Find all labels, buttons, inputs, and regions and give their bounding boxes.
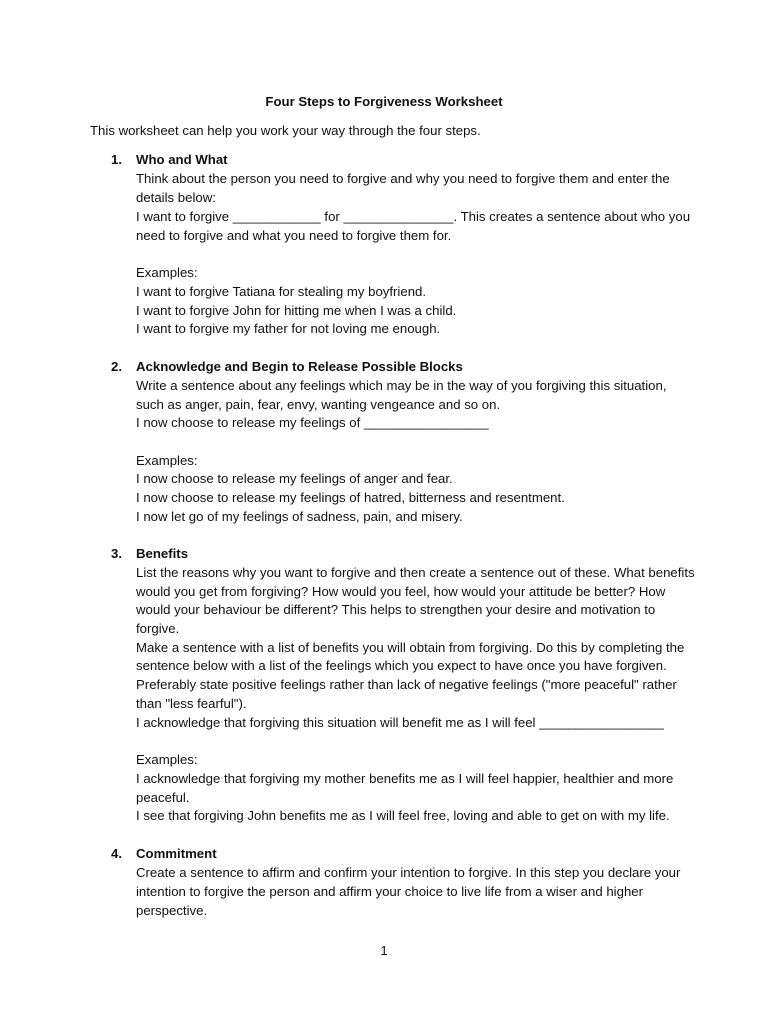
section-line: Examples: bbox=[136, 752, 198, 767]
section-line: intention to forgive the person and affirm your choice to live life from a wiser and higher bbox=[136, 884, 644, 899]
section-line: Preferably state positive feelings rather than lack of negative feelings ("more peaceful" rather bbox=[136, 677, 677, 692]
section-line: Write a sentence about any feelings which may be in the way of you forgiving this situation, bbox=[136, 378, 667, 393]
page-number: 1 bbox=[380, 943, 388, 958]
section-line: I acknowledge that forgiving my mother benefits me as I will feel happier, healthier and more bbox=[136, 771, 674, 786]
section-line: List the reasons why you want to forgive and then create a sentence out of these. What benefits bbox=[136, 565, 695, 580]
page-title: Four Steps to Forgiveness Worksheet bbox=[265, 94, 503, 109]
section-line: I want to forgive my father for not loving me enough. bbox=[136, 321, 441, 336]
section-number: 2. bbox=[111, 359, 122, 374]
section-line: I now let go of my feelings of sadness, pain, and misery. bbox=[136, 509, 463, 524]
section-line: details below: bbox=[136, 190, 216, 205]
section-line: peaceful. bbox=[136, 790, 190, 805]
section-heading: Commitment bbox=[136, 846, 217, 861]
section-line: would you get from forgiving? How would you feel, how would your attitude be better? How bbox=[136, 584, 666, 599]
section-heading: Who and What bbox=[136, 152, 228, 167]
section-line: I see that forgiving John benefits me as I will feel free, loving and able to get on with my life. bbox=[136, 808, 670, 823]
section-line: I want to forgive ____________ for _______________. This creates a sentence about who you bbox=[136, 209, 691, 224]
section-line: would your behaviour be different? This helps to strengthen your desire and motivation to bbox=[136, 602, 656, 617]
section-line: I now choose to release my feelings of _________________ bbox=[136, 415, 489, 430]
section-number: 4. bbox=[111, 846, 122, 861]
section-line: sentence below with a list of the feelings which you expect to have once you have forgiven. bbox=[136, 658, 667, 673]
section-line: I now choose to release my feelings of hatred, bitterness and resentment. bbox=[136, 490, 565, 505]
section-number: 1. bbox=[111, 152, 122, 167]
section-line: Examples: bbox=[136, 265, 198, 280]
section-heading: Benefits bbox=[136, 546, 189, 561]
section-line: need to forgive and what you need to forgive them for. bbox=[136, 228, 452, 243]
section-line: Think about the person you need to forgive and why you need to forgive them and enter the bbox=[136, 171, 670, 186]
section-line: I now choose to release my feelings of anger and fear. bbox=[136, 471, 453, 486]
section-number: 3. bbox=[111, 546, 122, 561]
section-line: I acknowledge that forgiving this situation will benefit me as I will feel _________________ bbox=[136, 715, 664, 730]
section-line: I want to forgive John for hitting me when I was a child. bbox=[136, 303, 457, 318]
section-line: such as anger, pain, fear, envy, wanting vengeance and so on. bbox=[136, 397, 501, 412]
section-line: perspective. bbox=[136, 903, 208, 918]
section-line: forgive. bbox=[136, 621, 180, 636]
section-line: Make a sentence with a list of benefits you will obtain from forgiving. Do this by completing the bbox=[136, 640, 685, 655]
section-line: Examples: bbox=[136, 453, 198, 468]
intro-paragraph: This worksheet can help you work your way through the four steps. bbox=[90, 123, 481, 138]
section-heading: Acknowledge and Begin to Release Possible Blocks bbox=[136, 359, 463, 374]
section-line: than "less fearful"). bbox=[136, 696, 247, 711]
section-line: I want to forgive Tatiana for stealing my boyfriend. bbox=[136, 284, 427, 299]
section-line: Create a sentence to affirm and confirm your intention to forgive. In this step you declare your bbox=[136, 865, 681, 880]
